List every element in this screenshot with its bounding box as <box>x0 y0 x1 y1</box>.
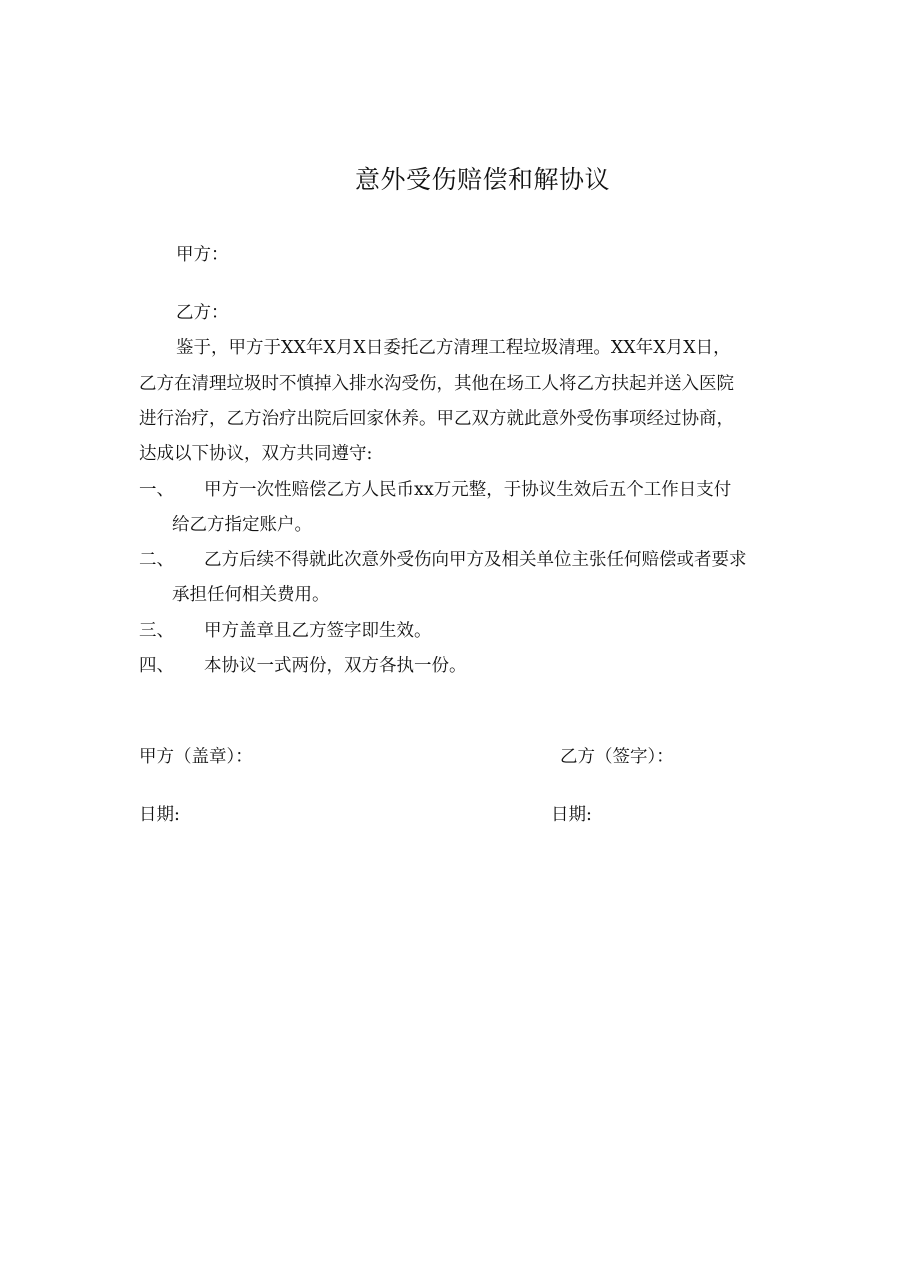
party-b-sign-label: 乙方（签字）： <box>560 747 674 767</box>
party-b-date-label: 日期: <box>551 805 592 825</box>
party-a-date-label: 日期: <box>139 805 180 825</box>
party-a-label: 甲方： <box>176 245 229 265</box>
clause-continuation: 给乙方指定账户。 <box>172 515 312 535</box>
clause-text: 乙方后续不得就此次意外受伤向甲方及相关单位主张任何赔偿或者要求 <box>204 550 747 570</box>
preamble-line-1: 鉴于，甲方于XX年X月X日委托乙方清理工程垃圾清理。XX年X月X日， <box>176 338 731 358</box>
clause-text: 本协议一式两份，双方各执一份。 <box>204 656 467 676</box>
clause-continuation: 承担任何相关费用。 <box>172 585 330 605</box>
preamble-line-3: 进行治疗，乙方治疗出院后回家休养。甲乙双方就此意外受伤事项经过协商， <box>139 409 734 429</box>
party-b-label: 乙方： <box>176 303 229 323</box>
party-a-seal-label: 甲方（盖章）： <box>139 747 253 767</box>
clause-text: 甲方盖章且乙方签字即生效。 <box>204 621 432 641</box>
clause-number: 一、 <box>139 480 174 500</box>
clause-number: 四、 <box>139 656 174 676</box>
preamble-line-2: 乙方在清理垃圾时不慎掉入排水沟受伤，其他在场工人将乙方扶起并送入医院 <box>139 374 734 394</box>
clause-number: 二、 <box>139 550 174 570</box>
clause-text: 甲方一次性赔偿乙方人民币xx万元整，于协议生效后五个工作日支付 <box>204 480 732 500</box>
document-title: 意外受伤赔偿和解协议 <box>354 165 610 194</box>
preamble-line-4: 达成以下协议，双方共同遵守: <box>139 444 373 464</box>
clause-number: 三、 <box>139 621 174 641</box>
